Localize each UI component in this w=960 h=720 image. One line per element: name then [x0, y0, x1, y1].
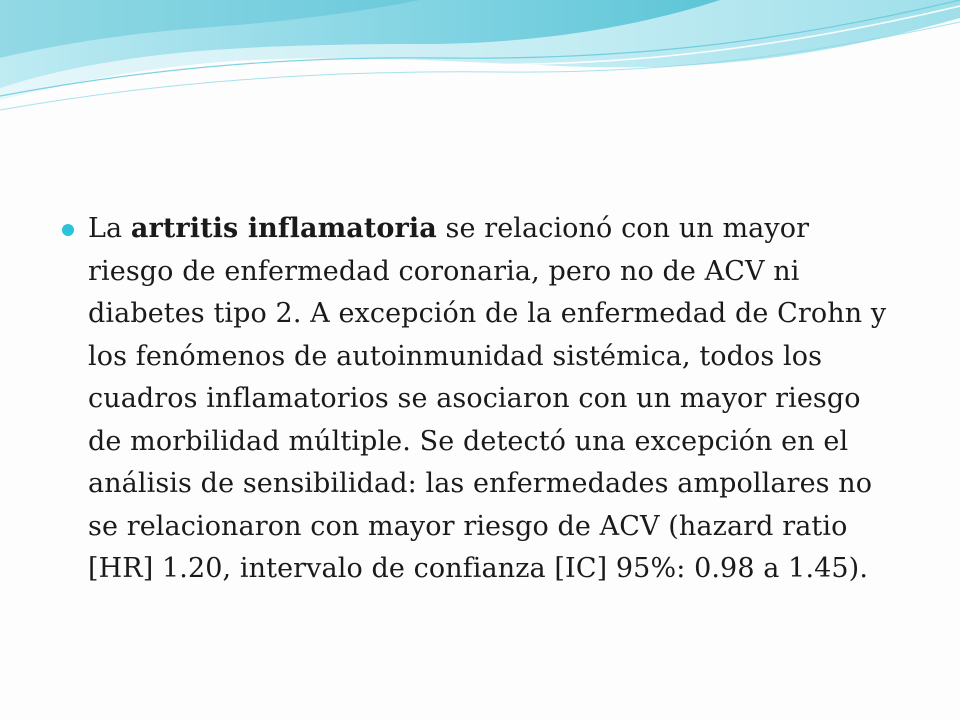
decorative-wave-header: [0, 0, 960, 120]
paragraph-body: se relacionó con un mayor riesgo de enfermedad coronaria, pero no de ACV ni diabetes tipo 2. A excepción de la enfermedad de Crohn y los fenómenos de autoinmunidad sistémica, todos los cuadros inflamatorios se asociaron con un mayor riesgo de morbilidad múltiple. Se detectó una excepción en el análisis de sensibilidad: las enfermedades ampollares no se relacionaron con mayor riesgo de ACV (hazard ratio [HR] 1.20, intervalo de confianza [IC] 95%: 0.98 a 1.45).: [88, 213, 887, 584]
bullet-dot-icon: [62, 224, 74, 236]
paragraph-emphasis: artritis inflamatoria: [130, 213, 437, 244]
bullet-item: [62, 208, 902, 591]
bullet-paragraph: [88, 208, 902, 591]
paragraph-lead: La: [88, 213, 131, 244]
slide-body: [62, 208, 902, 591]
